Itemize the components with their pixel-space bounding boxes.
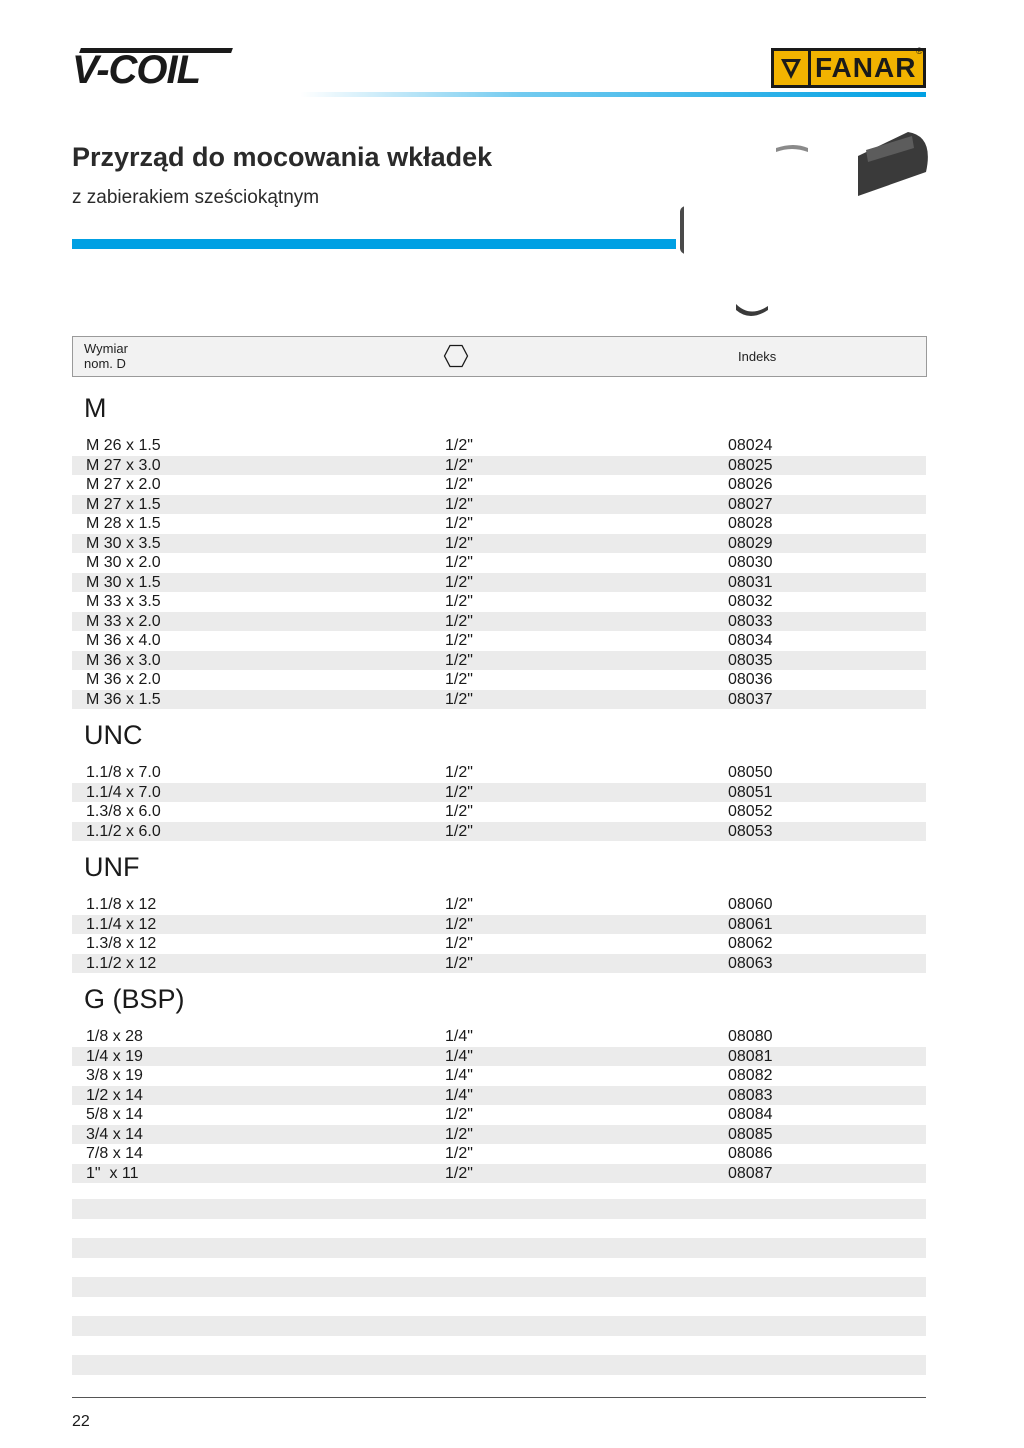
cell-dimension: 1.1/2 x 12 xyxy=(86,954,157,972)
cell-index: 08085 xyxy=(728,1125,773,1143)
table-row xyxy=(72,592,926,612)
cell-drive-size: 1/2" xyxy=(445,690,473,708)
footer-rule xyxy=(72,1397,926,1398)
table-row xyxy=(72,534,926,554)
cell-dimension: 1.1/8 x 7.0 xyxy=(86,764,161,781)
cell-drive-size: 1/2" xyxy=(445,915,473,933)
cell-dimension: M 28 x 1.5 xyxy=(86,515,161,532)
cell-dimension: M 30 x 2.0 xyxy=(86,554,161,571)
cell-dimension: M 27 x 3.0 xyxy=(86,456,161,474)
cell-index: 08026 xyxy=(728,476,773,493)
header-rule xyxy=(300,92,926,97)
cell-drive-size: 1/4" xyxy=(445,1028,473,1045)
cell-drive-size: 1/2" xyxy=(445,593,473,610)
fanar-shield-icon xyxy=(774,51,808,85)
table-row xyxy=(72,783,926,803)
cell-dimension: M 33 x 3.5 xyxy=(86,593,161,610)
cell-drive-size: 1/2" xyxy=(445,1145,473,1162)
cell-drive-size: 1/2" xyxy=(445,476,473,493)
table-row xyxy=(72,1027,926,1047)
cell-drive-size: 1/4" xyxy=(445,1047,473,1065)
cell-index: 08063 xyxy=(728,954,773,972)
cell-index: 08062 xyxy=(728,935,773,952)
table-row xyxy=(72,895,926,915)
cell-drive-size: 1/2" xyxy=(445,437,473,454)
empty-row xyxy=(72,1238,926,1258)
v-coil-logo xyxy=(72,44,234,90)
page-number: 22 xyxy=(72,1413,90,1430)
cell-index: 08051 xyxy=(728,783,773,801)
cell-dimension: M 36 x 3.0 xyxy=(86,651,161,669)
cell-dimension: 1.3/8 x 6.0 xyxy=(86,803,161,820)
cell-drive-size: 1/2" xyxy=(445,515,473,532)
table-row xyxy=(72,1144,926,1164)
table-row xyxy=(72,1047,926,1067)
cell-drive-size: 1/2" xyxy=(445,534,473,552)
fanar-logo xyxy=(771,48,926,88)
table-row xyxy=(72,631,926,651)
cell-index: 08033 xyxy=(728,612,773,630)
table-row xyxy=(72,1125,926,1145)
cell-dimension: M 36 x 1.5 xyxy=(86,690,161,708)
page-subtitle: z zabierakiem sześciokątnym xyxy=(72,187,320,208)
cell-index: 08037 xyxy=(728,690,773,708)
cell-drive-size: 1/2" xyxy=(445,651,473,669)
table-row xyxy=(72,915,926,935)
column-header-dimension: Wymiar xyxy=(84,341,128,356)
table-row xyxy=(72,651,926,671)
cell-drive-size: 1/2" xyxy=(445,1125,473,1143)
cell-index: 08034 xyxy=(728,632,773,649)
cell-index: 08086 xyxy=(728,1145,773,1162)
cell-drive-size: 1/2" xyxy=(445,954,473,972)
cell-index: 08081 xyxy=(728,1047,773,1065)
table-row xyxy=(72,1086,926,1106)
table-row xyxy=(72,690,926,710)
cell-dimension: 1.1/4 x 12 xyxy=(86,915,157,933)
cell-dimension: 1/4 x 19 xyxy=(86,1047,143,1065)
cell-index: 08080 xyxy=(728,1028,773,1045)
section-title: G (BSP) xyxy=(84,984,185,1014)
cell-dimension: 1/8 x 28 xyxy=(86,1028,143,1045)
cell-index: 08082 xyxy=(728,1067,773,1084)
cell-dimension: M 27 x 1.5 xyxy=(86,495,161,513)
cell-index: 08036 xyxy=(728,671,773,688)
cell-dimension: 1.1/4 x 7.0 xyxy=(86,783,161,801)
table-row xyxy=(72,954,926,974)
table-row xyxy=(72,802,926,822)
empty-row xyxy=(72,1277,926,1297)
cell-drive-size: 1/4" xyxy=(445,1086,473,1104)
cell-drive-size: 1/2" xyxy=(445,896,473,913)
cell-index: 08083 xyxy=(728,1086,773,1104)
cell-index: 08084 xyxy=(728,1106,773,1123)
v-coil-logo-text: V-COIL xyxy=(72,48,201,92)
cell-index: 08032 xyxy=(728,593,773,610)
section-title: UNF xyxy=(84,852,140,882)
cell-index: 08028 xyxy=(728,515,773,532)
cell-drive-size: 1/2" xyxy=(445,764,473,781)
cell-dimension: 5/8 x 14 xyxy=(86,1106,143,1123)
cell-drive-size: 1/2" xyxy=(445,1164,473,1182)
cell-index: 08053 xyxy=(728,822,773,840)
cell-drive-size: 1/2" xyxy=(445,573,473,591)
section-title: M xyxy=(84,393,107,423)
cell-drive-size: 1/2" xyxy=(445,1106,473,1123)
empty-row xyxy=(72,1316,926,1336)
cell-drive-size: 1/2" xyxy=(445,783,473,801)
table-row xyxy=(72,763,926,783)
cell-drive-size: 1/2" xyxy=(445,612,473,630)
table-row xyxy=(72,456,926,476)
cell-dimension: 1.1/2 x 6.0 xyxy=(86,822,161,840)
table-row xyxy=(72,475,926,495)
registered-mark: ® xyxy=(916,46,923,56)
cell-index: 08052 xyxy=(728,803,773,820)
cell-dimension: 1/2 x 14 xyxy=(86,1086,143,1104)
cell-drive-size: 1/2" xyxy=(445,456,473,474)
table-row xyxy=(72,1066,926,1086)
cell-dimension: M 36 x 2.0 xyxy=(86,671,161,688)
table-row xyxy=(72,573,926,593)
table-row xyxy=(72,670,926,690)
column-header-dimension-unit: nom. D xyxy=(84,356,126,371)
table-row xyxy=(72,934,926,954)
cell-dimension: 3/4 x 14 xyxy=(86,1125,143,1143)
table-row xyxy=(72,822,926,842)
cell-drive-size: 1/2" xyxy=(445,935,473,952)
cell-index: 08027 xyxy=(728,495,773,513)
table-row xyxy=(72,1164,926,1184)
cell-index: 08024 xyxy=(728,437,773,454)
cell-index: 08030 xyxy=(728,554,773,571)
cell-drive-size: 1/2" xyxy=(445,671,473,688)
empty-row xyxy=(72,1199,926,1219)
cell-index: 08035 xyxy=(728,651,773,669)
cell-dimension: M 30 x 1.5 xyxy=(86,573,161,591)
table-row xyxy=(72,495,926,515)
table-row xyxy=(72,436,926,456)
cell-dimension: M 27 x 2.0 xyxy=(86,476,161,493)
cell-drive-size: 1/2" xyxy=(445,822,473,840)
cell-dimension: M 26 x 1.5 xyxy=(86,437,161,454)
product-image xyxy=(676,126,930,326)
cell-drive-size: 1/2" xyxy=(445,495,473,513)
cell-index: 08087 xyxy=(728,1164,773,1182)
cell-index: 08061 xyxy=(728,915,773,933)
table-row xyxy=(72,553,926,573)
cell-drive-size: 1/2" xyxy=(445,632,473,649)
cell-index: 08050 xyxy=(728,764,773,781)
cell-dimension: M 30 x 3.5 xyxy=(86,534,161,552)
cell-index: 08025 xyxy=(728,456,773,474)
table-row xyxy=(72,612,926,632)
cell-dimension: 1.1/8 x 12 xyxy=(86,896,157,913)
cell-drive-size: 1/4" xyxy=(445,1067,473,1084)
fanar-logo-text: FANAR xyxy=(815,52,917,83)
cell-index: 08029 xyxy=(728,534,773,552)
cell-drive-size: 1/2" xyxy=(445,554,473,571)
cell-index: 08031 xyxy=(728,573,773,591)
column-header-index: Indeks xyxy=(738,349,777,364)
page-title: Przyrząd do mocowania wkładek xyxy=(72,142,493,172)
table-row xyxy=(72,1105,926,1125)
empty-row xyxy=(72,1355,926,1375)
cell-dimension: M 36 x 4.0 xyxy=(86,632,161,649)
section-title: UNC xyxy=(84,720,143,750)
cell-dimension: 3/8 x 19 xyxy=(86,1067,143,1084)
cell-index: 08060 xyxy=(728,896,773,913)
table-row xyxy=(72,514,926,534)
cell-dimension: 1" x 11 xyxy=(86,1164,139,1182)
cell-dimension: 1.3/8 x 12 xyxy=(86,935,157,952)
cell-dimension: 7/8 x 14 xyxy=(86,1145,143,1162)
cell-dimension: M 33 x 2.0 xyxy=(86,612,161,630)
table-header xyxy=(72,336,927,377)
cell-drive-size: 1/2" xyxy=(445,803,473,820)
hexagon-icon xyxy=(443,344,469,368)
